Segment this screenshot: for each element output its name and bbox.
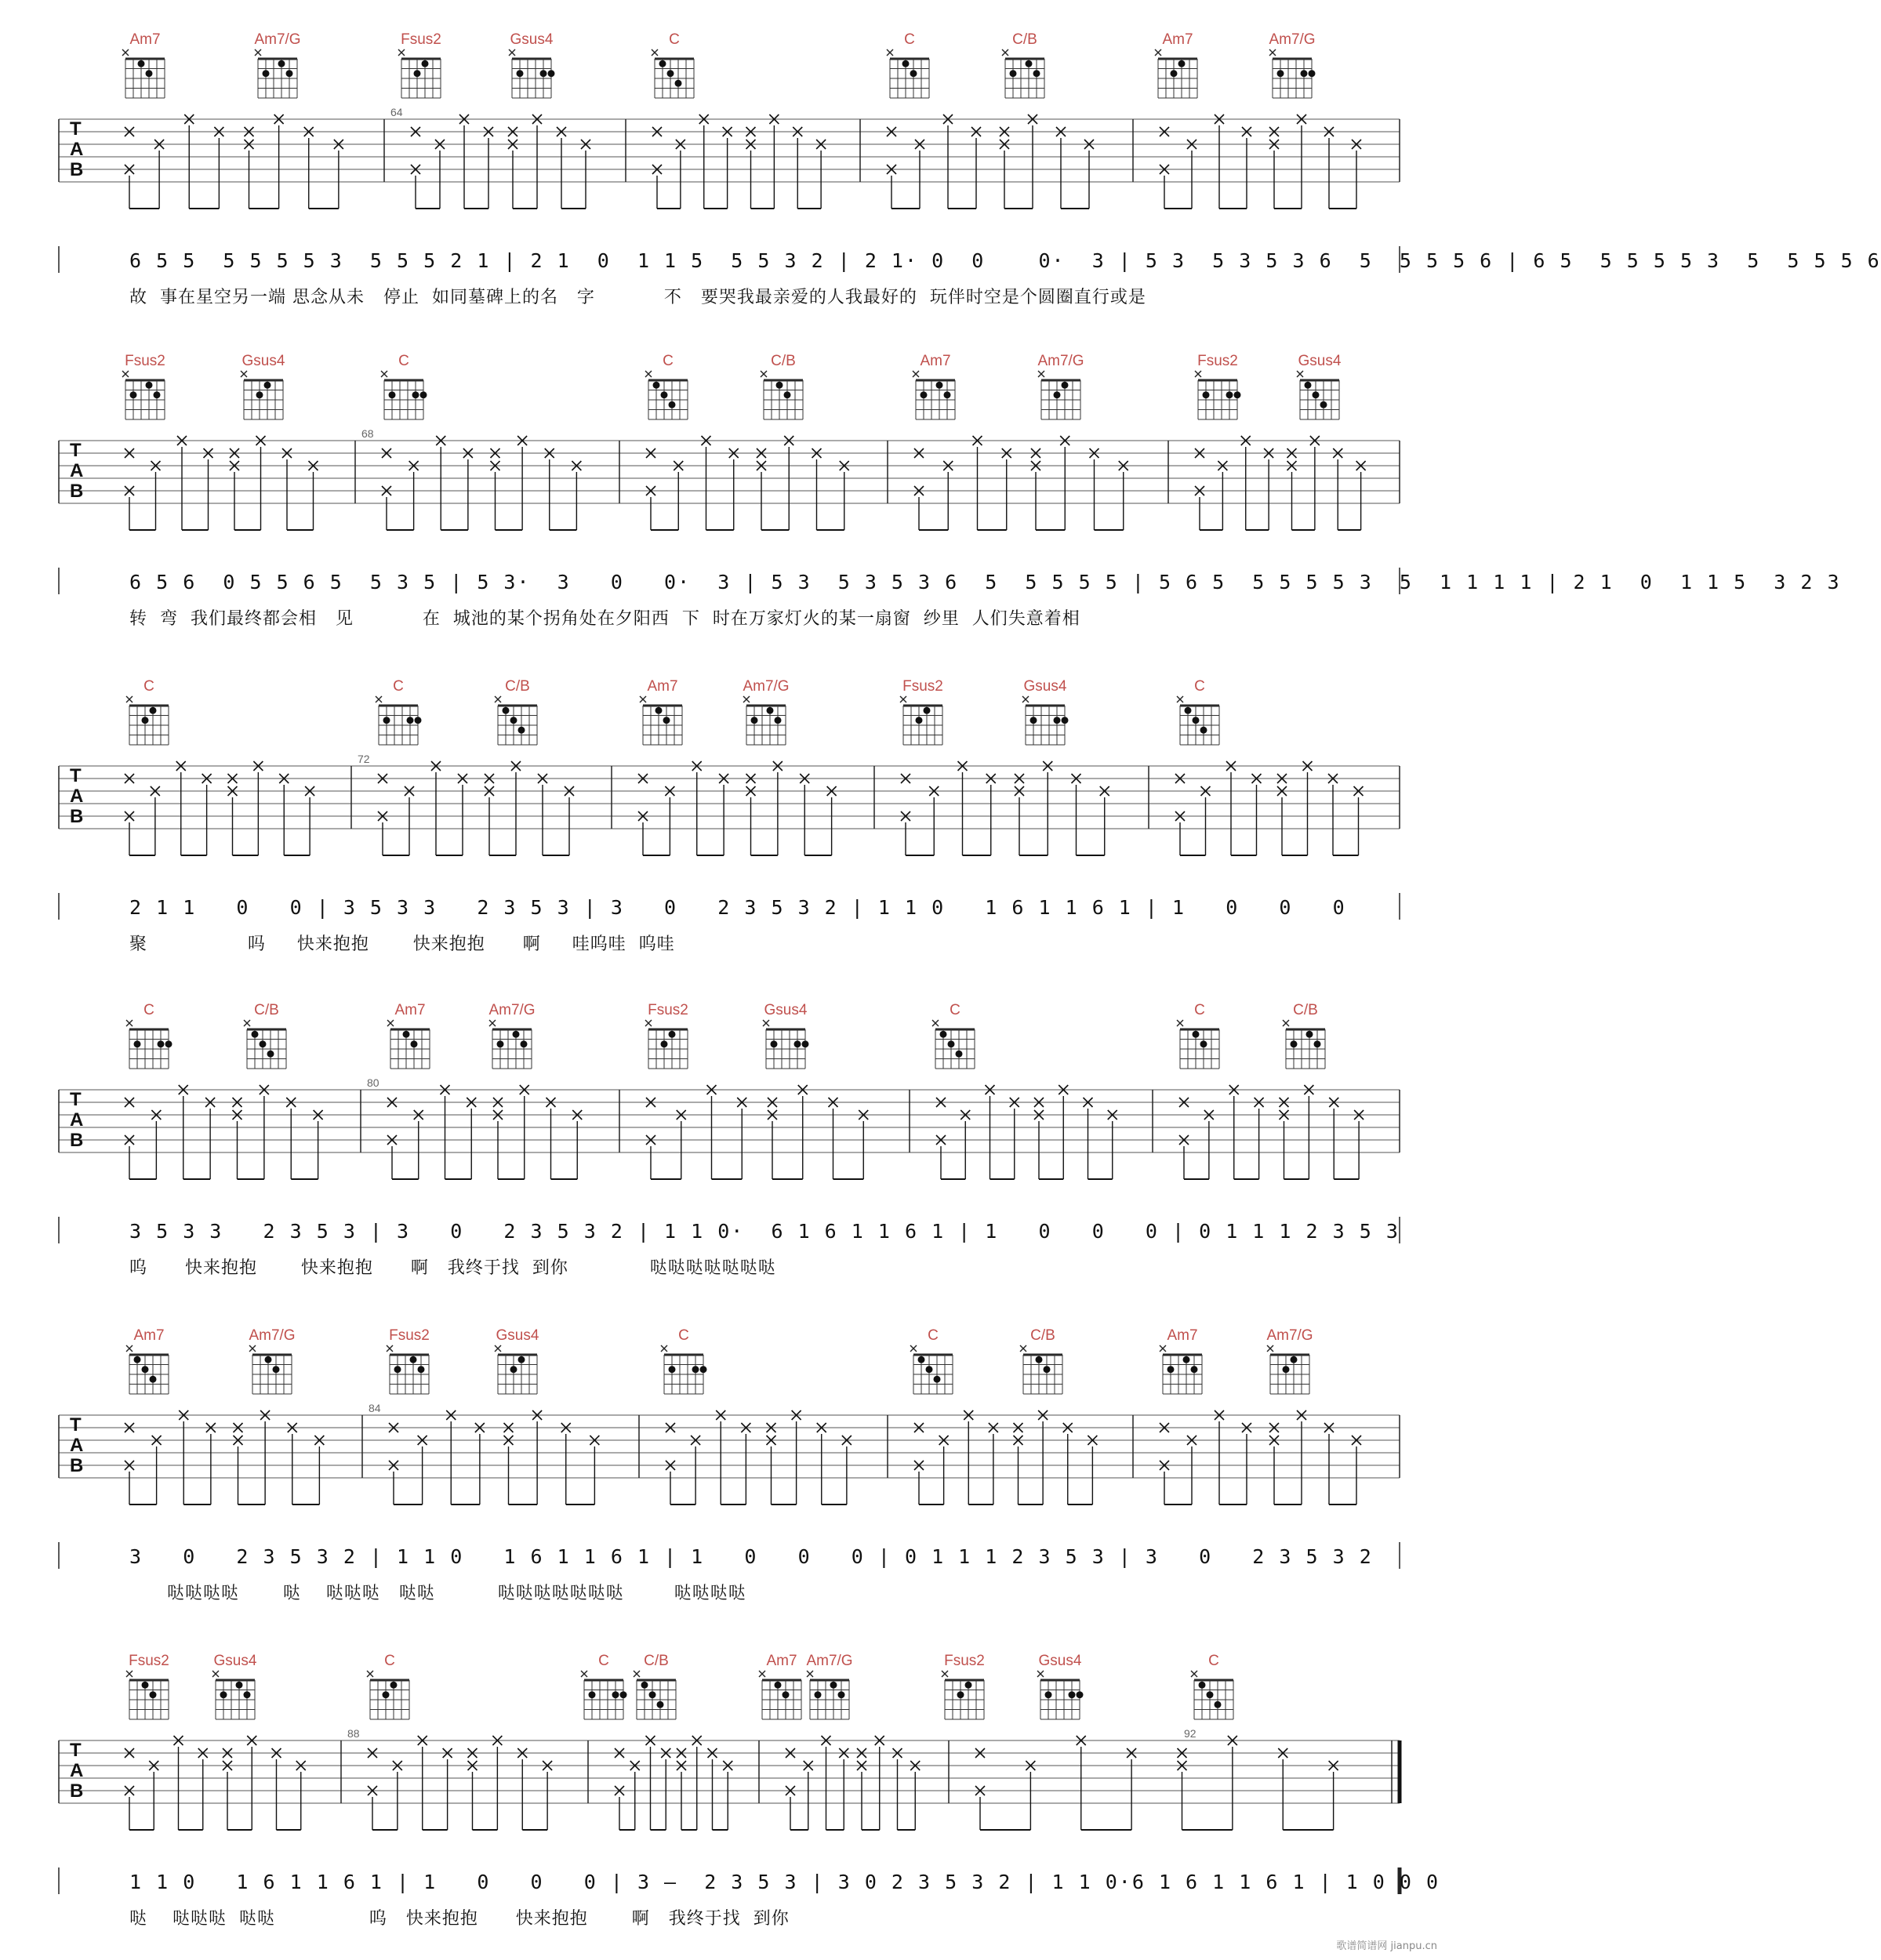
- chord-name: Fsus2: [129, 1653, 169, 1669]
- chord-name: Fsus2: [125, 353, 165, 369]
- chord-diagram-am7-over-g: [807, 1671, 849, 1719]
- chord-name: Am7/G: [743, 678, 790, 695]
- tab-clef-letter: A: [70, 786, 84, 807]
- chord-diagram-am7: [387, 1020, 430, 1069]
- chord-diagram-am7: [759, 1671, 801, 1719]
- chord-name: Gsus4: [1038, 1653, 1082, 1669]
- lyric-line: 哒哒哒哒 哒 哒哒哒 哒哒 哒哒哒哒哒哒哒 哒哒哒哒: [129, 1584, 746, 1603]
- tab-staff: [59, 106, 1400, 182]
- chord-diagram-gsus4: [212, 1671, 255, 1719]
- chord-name: Fsus2: [902, 678, 943, 695]
- chord-name: C: [143, 1002, 154, 1018]
- tab-clef-letter: T: [70, 440, 82, 461]
- chord-name: Gsus4: [1023, 678, 1067, 695]
- tab-staff: [59, 1402, 1400, 1478]
- tab-clef-letter: B: [70, 159, 84, 180]
- chord-diagram-c: [1191, 1671, 1233, 1719]
- chord-name: C/B: [1012, 31, 1037, 48]
- tab-staff: [59, 1076, 1400, 1152]
- chord-name: Gsus4: [764, 1002, 808, 1018]
- measure-number: 80: [367, 1076, 379, 1089]
- tab-clef-letter: A: [70, 1760, 84, 1781]
- chord-name: Gsus4: [510, 31, 554, 48]
- tab-notes: [125, 1085, 1364, 1179]
- jianpu-notation-line: 6 5 5 5 5 5 5 3 5 5 5 2 1 | 2 1 0 1 1 5 5 5 3 2 | 2 1· 0 0 0· 3 | 5 3 5 3 5 3 6 5 5 5 5 6 | 6 5 5 5 5 5 3 5 5 5 5 6: [129, 249, 1881, 272]
- chord-name: C: [1194, 1002, 1205, 1018]
- chord-name: Gsus4: [496, 1327, 539, 1344]
- chord-name: C: [678, 1327, 689, 1344]
- chord-name: C/B: [771, 353, 796, 369]
- chord-name: C/B: [254, 1002, 279, 1018]
- chord-name: Am7: [920, 353, 951, 369]
- tab-clef-letter: B: [70, 806, 84, 827]
- tab-notes: [125, 114, 1361, 209]
- chord-diagram-am7: [126, 1345, 169, 1394]
- chord-name: C: [928, 1327, 939, 1344]
- chord-name: Am7: [133, 1327, 165, 1344]
- chord-diagram-c-over-b: [244, 1020, 286, 1069]
- chord-name: C: [904, 31, 915, 48]
- chord-diagram-fsus2: [122, 371, 165, 419]
- chord-name: Am7: [1167, 1327, 1198, 1344]
- chord-diagram-fsus2: [942, 1671, 984, 1719]
- lyric-line: 哒 哒哒哒 哒哒 呜 快来抱抱 快来抱抱 啊 我终于找 到你: [129, 1909, 790, 1929]
- chord-diagram-c: [652, 49, 694, 98]
- chord-diagram-am7: [122, 49, 165, 98]
- lyric-line: 呜 快来抱抱 快来抱抱 啊 我终于找 到你 哒哒哒哒哒哒哒: [129, 1258, 776, 1278]
- chord-diagram-fsus2: [645, 1020, 688, 1069]
- chord-diagram-gsus4: [495, 1345, 537, 1394]
- chord-diagram-c: [581, 1671, 627, 1719]
- tab-notes: [125, 1410, 1361, 1504]
- chord-diagram-am7: [640, 696, 682, 745]
- chord-diagram-c-over-b: [761, 371, 803, 419]
- chord-diagram-am7-over-g: [249, 1345, 292, 1394]
- tab-clef-letter: T: [70, 765, 82, 786]
- measure-number: 68: [361, 427, 374, 440]
- chord-name: C: [384, 1653, 395, 1669]
- chord-name: Am7/G: [1037, 353, 1084, 369]
- chord-name: Am7: [129, 31, 161, 48]
- tab-notes: [125, 761, 1364, 855]
- chord-name: Am7/G: [488, 1002, 536, 1018]
- chord-name: C: [1208, 1653, 1219, 1669]
- chord-diagram-c-over-b: [634, 1671, 676, 1719]
- chord-diagram-c: [367, 1671, 409, 1719]
- chord-name: Gsus4: [241, 353, 285, 369]
- tab-clef-letter: B: [70, 1130, 84, 1151]
- chord-diagram-fsus2: [387, 1345, 429, 1394]
- chord-name: Am7: [1162, 31, 1193, 48]
- chord-diagram-am7-over-g: [1269, 49, 1316, 98]
- chord-diagram-am7: [1160, 1345, 1202, 1394]
- chord-name: Fsus2: [648, 1002, 688, 1018]
- chord-diagram-c: [376, 696, 422, 745]
- tab-clef-letter: T: [70, 1740, 82, 1761]
- tab-clef-letter: T: [70, 1414, 82, 1436]
- measure-number: 92: [1184, 1727, 1197, 1740]
- chord-diagram-fsus2: [1195, 371, 1241, 419]
- chord-diagram-c: [1177, 1020, 1219, 1069]
- jianpu-notation-line: 1 1 0 1 6 1 1 6 1 | 1 0 0 0 | 3 – 2 3 5 3 | 3 0 2 3 5 3 2 | 1 1 0·6 1 6 1 1 6 1 | 1 0 0 0: [129, 1871, 1440, 1893]
- chord-name: Gsus4: [213, 1653, 257, 1669]
- chord-name: C/B: [1293, 1002, 1318, 1018]
- chord-name: C: [663, 353, 674, 369]
- chord-diagram-gsus4: [241, 371, 283, 419]
- site-watermark: 歌谱简谱网 jianpu.cn: [1336, 1940, 1437, 1952]
- chord-name: C/B: [1030, 1327, 1055, 1344]
- jianpu-notation-line: 2 1 1 0 0 | 3 5 3 3 2 3 5 3 | 3 0 2 3 5 3 2 | 1 1 0 1 6 1 1 6 1 | 1 0 0 0: [129, 896, 1346, 919]
- chord-diagram-fsus2: [900, 696, 942, 745]
- jianpu-notation-line: 3 0 2 3 5 3 2 | 1 1 0 1 6 1 1 6 1 | 1 0 0 0 | 0 1 1 1 2 3 5 3 | 3 0 2 3 5 3 2: [129, 1545, 1373, 1568]
- chord-name: Am7/G: [1269, 31, 1316, 48]
- tab-clef-letter: T: [70, 1089, 82, 1110]
- measure-number: 88: [347, 1727, 360, 1740]
- chord-diagram-fsus2: [126, 1671, 169, 1719]
- chord-name: Am7/G: [1266, 1327, 1313, 1344]
- lyric-line: 聚 吗 快来抱抱 快来抱抱 啊 哇呜哇 呜哇: [129, 935, 675, 954]
- jianpu-notation-line: 6 5 6 0 5 5 6 5 5 3 5 | 5 3· 3 0 0· 3 | 5 3 5 3 5 3 6 5 5 5 5 5 | 5 6 5 5 5 5 5 3 5 1 1 1 1 | 2 1 0 1 1 5 3 2 3: [129, 571, 1841, 593]
- chord-name: Fsus2: [389, 1327, 430, 1344]
- chord-diagram-c: [932, 1020, 975, 1069]
- tab-notes: [125, 436, 1366, 530]
- tab-clef-letter: B: [70, 1455, 84, 1476]
- measure-number: 64: [390, 106, 403, 118]
- tab-clef-letter: A: [70, 460, 84, 481]
- chord-diagram-c: [645, 371, 688, 419]
- chord-diagram-gsus4: [1297, 371, 1339, 419]
- chord-diagram-c: [910, 1345, 953, 1394]
- chord-name: C/B: [505, 678, 530, 695]
- chord-diagram-gsus4: [1022, 696, 1069, 745]
- chord-diagram-am7: [1155, 49, 1197, 98]
- chord-name: C: [393, 678, 404, 695]
- chord-diagram-c-over-b: [1020, 1345, 1062, 1394]
- chord-diagram-c: [1177, 696, 1219, 745]
- chord-diagram-am7-over-g: [255, 49, 297, 98]
- tab-notes: [125, 1736, 1338, 1830]
- chord-name: Am7: [394, 1002, 426, 1018]
- chord-name: Am7: [766, 1653, 797, 1669]
- chord-diagram-am7-over-g: [1267, 1345, 1309, 1394]
- chord-name: Fsus2: [944, 1653, 985, 1669]
- tab-staff: [59, 1727, 1400, 1803]
- chord-name: C: [1194, 678, 1205, 695]
- tab-clef-letter: T: [70, 118, 82, 140]
- tab-clef-letter: A: [70, 139, 84, 160]
- chord-diagram-c: [381, 371, 427, 419]
- chord-diagram-fsus2: [398, 49, 441, 98]
- chord-diagram-c: [126, 696, 169, 745]
- jianpu-notation-line: 3 5 3 3 2 3 5 3 | 3 0 2 3 5 3 2 | 1 1 0· 6 1 6 1 1 6 1 | 1 0 0 0 | 0 1 1 1 2 3 5 3: [129, 1220, 1400, 1243]
- chord-diagram-am7-over-g: [743, 696, 786, 745]
- tab-clef-letter: A: [70, 1435, 84, 1456]
- chord-name: Fsus2: [1197, 353, 1238, 369]
- chord-diagram-am7: [913, 371, 955, 419]
- chord-diagram-am7-over-g: [1038, 371, 1080, 419]
- chord-diagram-c: [126, 1020, 172, 1069]
- chord-diagram-gsus4: [1037, 1671, 1084, 1719]
- measure-number: 72: [358, 753, 370, 765]
- chord-diagram-gsus4: [763, 1020, 809, 1069]
- measure-number: 84: [369, 1402, 381, 1414]
- chord-diagram-c: [887, 49, 929, 98]
- chord-name: C: [950, 1002, 960, 1018]
- tab-clef-letter: B: [70, 481, 84, 502]
- chord-name: Am7/G: [806, 1653, 853, 1669]
- chord-name: Gsus4: [1298, 353, 1342, 369]
- chord-name: C: [143, 678, 154, 695]
- chord-name: Am7/G: [249, 1327, 296, 1344]
- chord-diagram-c: [661, 1345, 707, 1394]
- chord-name: C: [598, 1653, 609, 1669]
- chord-name: Fsus2: [401, 31, 441, 48]
- chord-name: C: [669, 31, 680, 48]
- lyric-line: 转 弯 我们最终都会相 见 在 城池的某个拐角处在夕阳西 下 时在万家灯火的某一扇窗 纱里 人们失意着相: [129, 609, 1080, 629]
- chord-name: C: [398, 353, 409, 369]
- tab-clef-letter: A: [70, 1109, 84, 1131]
- chord-name: Am7: [647, 678, 678, 695]
- chord-name: C/B: [644, 1653, 669, 1669]
- chord-diagram-c-over-b: [1002, 49, 1044, 98]
- tab-clef-letter: B: [70, 1780, 84, 1802]
- chord-diagram-gsus4: [509, 49, 555, 98]
- chord-diagram-c-over-b: [1283, 1020, 1325, 1069]
- chord-diagram-am7-over-g: [489, 1020, 532, 1069]
- chord-diagram-c-over-b: [495, 696, 537, 745]
- chord-name: Am7/G: [254, 31, 301, 48]
- lyric-line: 故 事在星空另一端 思念从未 停止 如同墓碑上的名 字 不 要哭我最亲爱的人我最好的 玩伴时空是个圆圈直行或是: [129, 288, 1146, 307]
